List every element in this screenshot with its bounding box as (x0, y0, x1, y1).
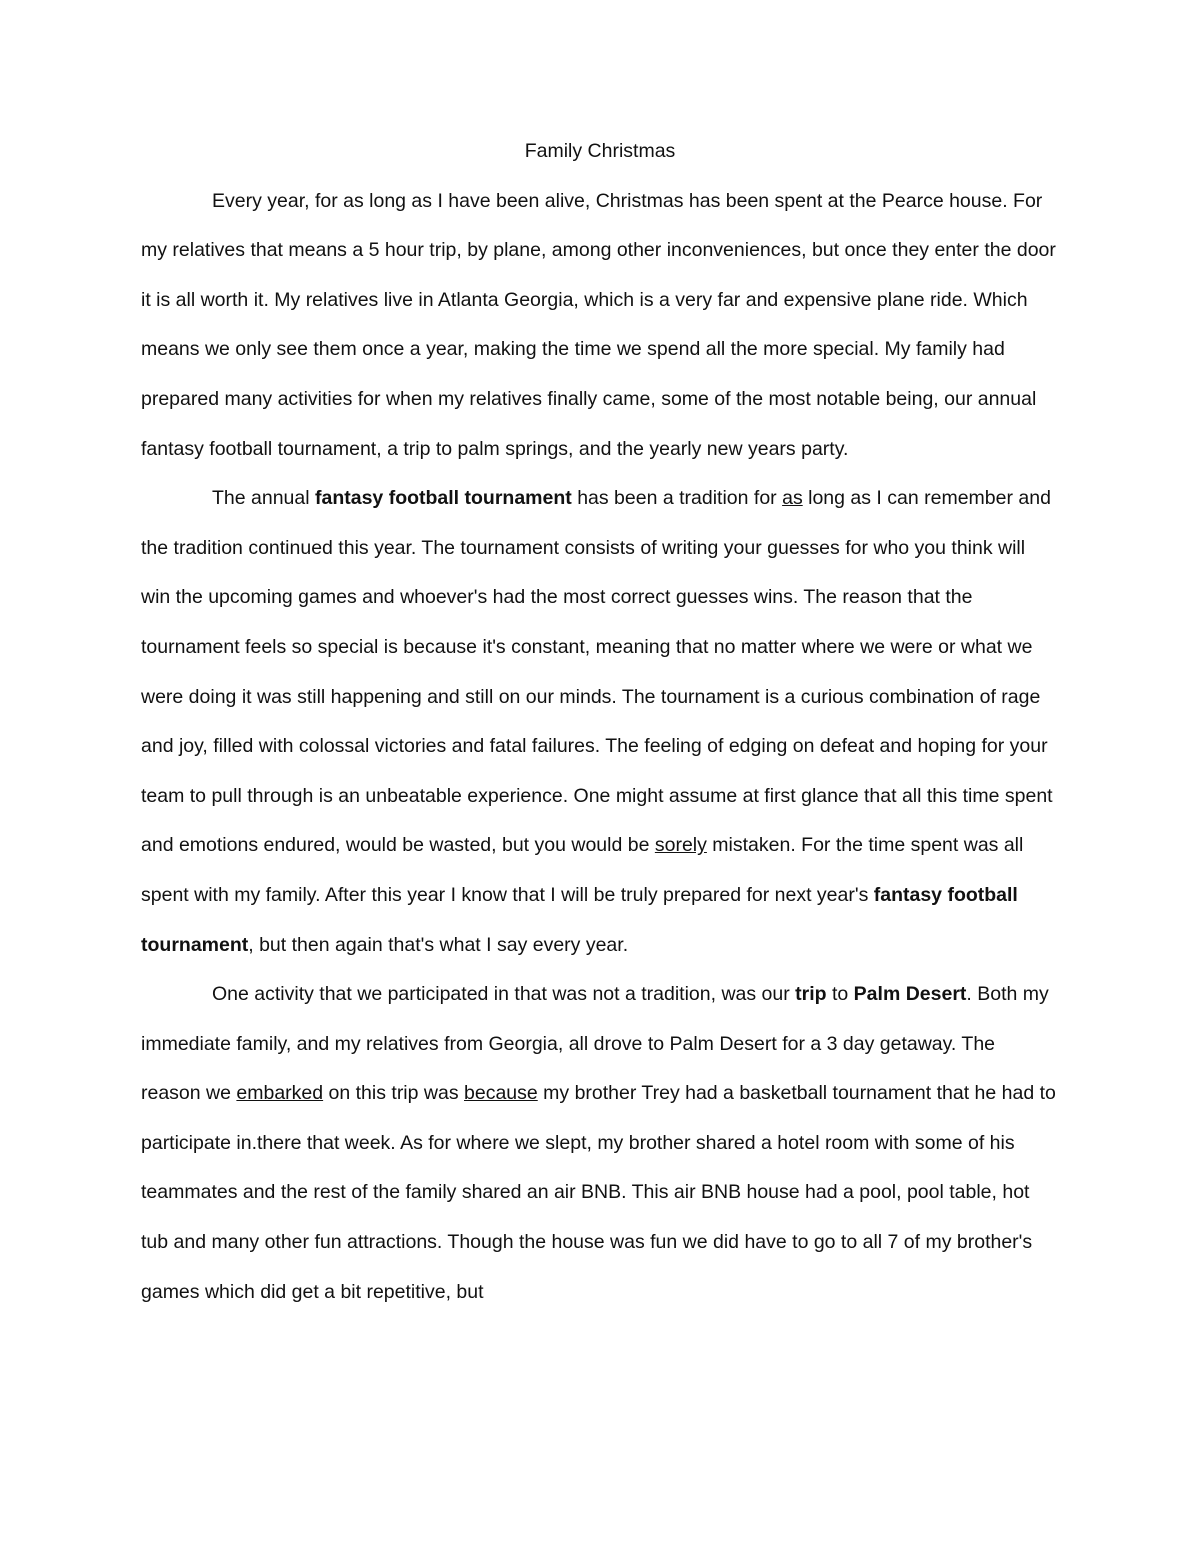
text-run: long as I can remember and the tradition continued this year. The tournament consists of writing your guesses for who you think will win the upcoming games and whoever's had the most correct guesses wins. The reason that the tournament feels so special is because it's constant, meaning that no matter where we were or what we were doing it was still happening and still on our minds. The tournament is a curious combination of rage and joy, filled with colossal victories and fatal failures. The feeling of edging on defeat and hoping for your team to pull through is an unbeatable experience. One might assume at first glance that all this time spent and emotions endured, would be wasted, but you would be (141, 487, 1053, 857)
bold-text: trip (795, 983, 827, 1006)
underlined-word: as (782, 487, 803, 510)
paragraph-palm-desert-trip (141, 970, 1059, 1317)
paragraph-fantasy-football (141, 474, 1059, 970)
text-run: my brother Trey had a basketball tournament that he had to participate in.there that week. As for where we slept, my brother shared a hotel room with some of his teammates and the rest of the family shared an air BNB. This air BNB house had a pool, pool table, hot tub and many other fun attractions. Though the house was fun we did have to go to all 7 of my brother's games which did get a bit repetitive, but (141, 1082, 1056, 1303)
text-run: . Both my immediate family, and my relatives from Georgia, all drove to Palm Desert for a 3 day getaway. The reason we (141, 983, 1049, 1105)
document-title: Family Christmas (524, 140, 676, 162)
paragraph-intro (141, 177, 1059, 475)
text-run: One activity that we participated in that was not a tradition, was our (212, 983, 796, 1006)
bold-text: fantasy football tournament (141, 883, 1018, 956)
document-page (141, 127, 1059, 1317)
bold-text: fantasy football tournament (315, 487, 572, 510)
text-run: to (826, 983, 854, 1006)
underlined-word: sorely (654, 834, 707, 857)
text-run: The annual (212, 487, 315, 510)
text-run: Every year, for as long as I have been alive, Christmas has been spent at the Pearce house. For my relatives that means a 5 hour trip, by plane, among other inconveniences, but once they enter the door it is all worth it. My relatives live in Atlanta Georgia, which is a very far and expensive plane ride. Which means we only see them once a year, making the time we spend all the more special. My family had prepared many activities for when my relatives finally came, some of the most notable being, our annual fantasy football tournament, a trip to palm springs, and the yearly new years party. (141, 189, 1056, 460)
underlined-word: because (464, 1082, 538, 1105)
underlined-word: embarked (236, 1082, 324, 1105)
text-run: has been a tradition for (571, 487, 783, 510)
text-run: on this trip was (323, 1082, 464, 1105)
text-run: mistaken. For the time spent was all spent with my family. After this year I know that I will be truly prepared for next year's (141, 834, 1024, 906)
bold-text: Palm Desert (853, 983, 967, 1006)
text-run: , but then again that's what I say every year. (248, 933, 629, 956)
